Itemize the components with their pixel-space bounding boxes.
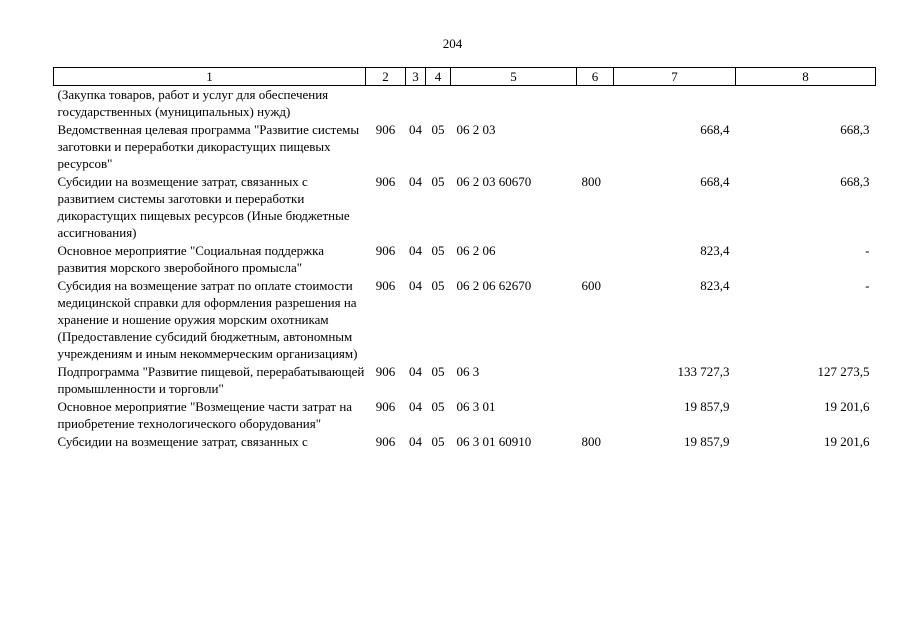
row-name-cell: Субсидия на возмещение затрат по оплате стоимости медицинской справки для оформления разрешения на хранение и ношение оружия морским охотникам (Предоставление субсидий бюджетным, автономным учреждениям и иным некоммерческим организациям)	[57, 278, 358, 361]
section-cell: 04	[409, 122, 422, 137]
table-body	[54, 86, 876, 452]
target-article-cell: 06 2 03 60670	[456, 174, 532, 189]
target-article-cell	[451, 86, 577, 122]
amount-col8-cell: 668,3	[840, 174, 870, 189]
row-name-cell: (Закупка товаров, работ и услуг для обеспечения государственных (муниципальных) нужд)	[57, 87, 329, 119]
section-cell: 04	[409, 278, 422, 293]
expense-type-cell: 800	[581, 174, 601, 189]
target-article-cell: 06 3 01 60910	[456, 434, 532, 449]
header-cell-7: 7	[614, 68, 736, 86]
budget-table	[53, 67, 876, 451]
row-name-cell: Субсидии на возмещение затрат, связанных с развитием системы заготовки и переработки дикорастущих пищевых ресурсов (Иные бюджетные ассигнования)	[57, 174, 350, 240]
amount-col8-cell: 668,3	[840, 122, 870, 137]
table-row	[54, 173, 876, 242]
section-cell: 04	[409, 174, 422, 189]
section-cell	[406, 86, 426, 122]
header-cell-8: 8	[736, 68, 876, 86]
admin-code-cell: 906	[375, 364, 396, 379]
table-row	[54, 121, 876, 173]
amount-col8-cell	[736, 86, 876, 122]
amount-col7-cell: 19 857,9	[684, 434, 730, 449]
amount-col8-cell: -	[865, 278, 870, 293]
table-row	[54, 86, 876, 122]
row-name-cell: Субсидии на возмещение затрат, связанных с	[57, 434, 308, 449]
amount-col8-cell: 19 201,6	[824, 399, 870, 414]
header-cell-1: 1	[54, 68, 366, 86]
amount-col7-cell: 823,4	[700, 278, 730, 293]
section-cell: 04	[409, 434, 422, 449]
row-name-cell: Подпрограмма "Развитие пищевой, перерабатывающей промышленности и торговли"	[57, 364, 365, 396]
amount-col8-cell: 127 273,5	[817, 364, 870, 379]
expense-type-cell: 800	[581, 434, 601, 449]
target-article-cell: 06 2 06 62670	[456, 278, 532, 293]
admin-code-cell: 906	[375, 174, 396, 189]
section-cell: 04	[409, 243, 422, 258]
table-row	[54, 277, 876, 363]
target-article-cell: 06 3 01	[456, 399, 496, 414]
admin-code-cell: 906	[375, 243, 396, 258]
target-article-cell: 06 2 03	[456, 122, 496, 137]
amount-col7-cell: 668,4	[700, 122, 730, 137]
header-cell-6: 6	[577, 68, 614, 86]
table-row	[54, 398, 876, 433]
header-cell-5: 5	[451, 68, 577, 86]
expense-type-cell	[577, 242, 614, 277]
table-row	[54, 242, 876, 277]
subsection-cell: 05	[431, 243, 445, 258]
target-article-cell: 06 3	[456, 364, 480, 379]
expense-type-cell	[577, 86, 614, 122]
subsection-cell: 05	[431, 434, 445, 449]
amount-col7-cell	[614, 86, 736, 122]
subsection-cell: 05	[431, 174, 445, 189]
header-cell-3: 3	[406, 68, 426, 86]
table-row	[54, 433, 876, 451]
admin-code-cell	[366, 86, 406, 122]
subsection-cell: 05	[431, 364, 445, 379]
amount-col8-cell: -	[865, 243, 870, 258]
header-cell-2: 2	[366, 68, 406, 86]
expense-type-cell	[577, 363, 614, 398]
amount-col8-cell: 19 201,6	[824, 434, 870, 449]
row-name-cell: Ведомственная целевая программа "Развитие системы заготовки и переработки дикорастущих пищевых ресурсов"	[57, 122, 360, 171]
expense-type-cell: 600	[581, 278, 601, 293]
subsection-cell: 05	[431, 122, 445, 137]
amount-col7-cell: 823,4	[700, 243, 730, 258]
expense-type-cell	[577, 398, 614, 433]
section-cell: 04	[409, 399, 422, 414]
admin-code-cell: 906	[375, 122, 396, 137]
page-number: 204	[442, 36, 463, 51]
section-cell: 04	[409, 364, 422, 379]
subsection-cell	[426, 86, 451, 122]
table-header	[54, 68, 876, 86]
admin-code-cell: 906	[375, 434, 396, 449]
amount-col7-cell: 133 727,3	[677, 364, 730, 379]
header-cell-4: 4	[426, 68, 451, 86]
admin-code-cell: 906	[375, 399, 396, 414]
header-row	[54, 68, 876, 86]
subsection-cell: 05	[431, 399, 445, 414]
amount-col7-cell: 668,4	[700, 174, 730, 189]
admin-code-cell: 906	[375, 278, 396, 293]
subsection-cell: 05	[431, 278, 445, 293]
row-name-cell: Основное мероприятие "Социальная поддержка развития морского зверобойного промысла"	[57, 243, 325, 275]
target-article-cell: 06 2 06	[456, 243, 496, 258]
expense-type-cell	[577, 121, 614, 173]
amount-col7-cell: 19 857,9	[684, 399, 730, 414]
row-name-cell: Основное мероприятие "Возмещение части затрат на приобретение технологического оборудования"	[57, 399, 353, 431]
table-row	[54, 363, 876, 398]
